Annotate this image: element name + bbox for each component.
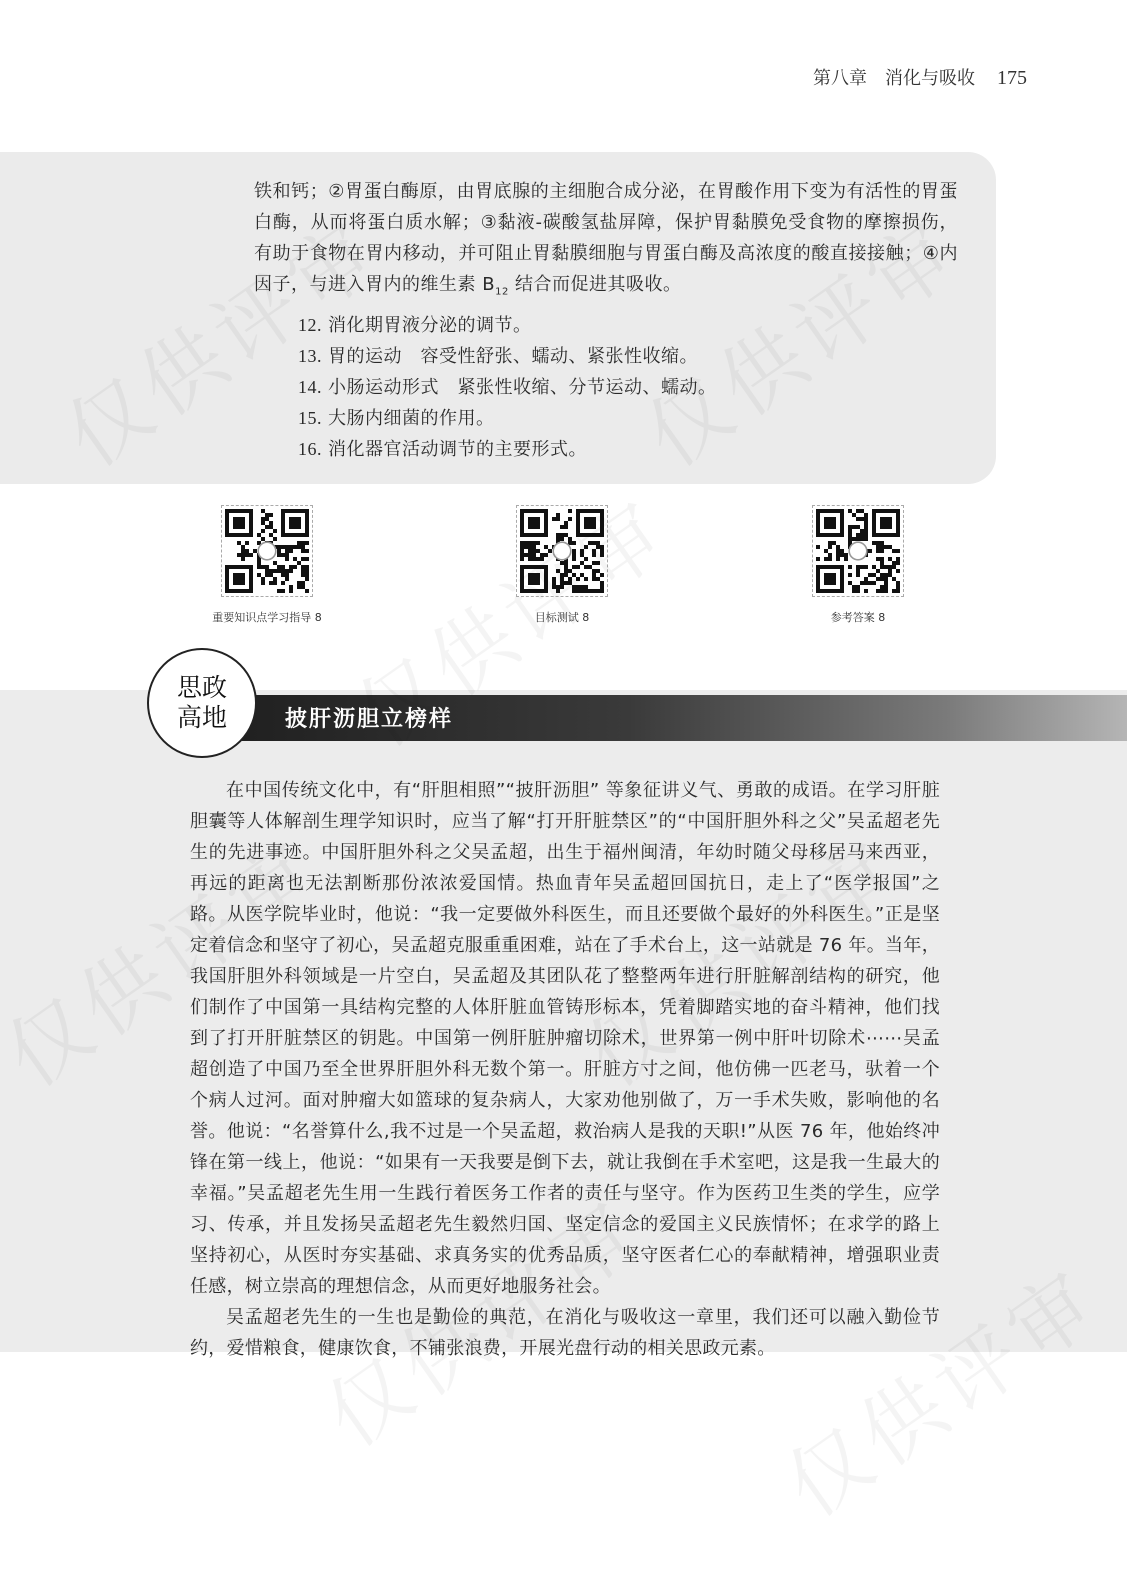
qr-caption: 目标测试 8 [534, 611, 590, 624]
qr-code-icon[interactable] [516, 505, 608, 597]
page-header [813, 64, 1027, 90]
list-item: 16. 消化器官活动调节的主要形式。 [298, 438, 587, 460]
list-item: 14. 小肠运动形式 紧张性收缩、分节运动、蠕动。 [298, 376, 717, 398]
qr-reference-answers[interactable] [768, 505, 948, 625]
ideology-paragraph: 在中国传统文化中，有“肝胆相照”“披肝沥胆” 等象征讲义气、勇敢的成语。在学习肝脏胆囊等人体解剖生理学知识时，应当了解“打开肝脏禁区”的“中国肝胆外科之父”吴孟超老先生的先进事迹。中国肝胆外科之父吴孟超，出生于福州闽清，年幼时随父母移居马来西亚，再远的距离也无法割断那份浓浓爱国情。热血青年吴孟超回国抗日，走上了“医学报国”之路。从医学院毕业时，他说：“我一定要做外科医生，而且还要做个最好的外科医生。”正是坚定着信念和坚守了初心，吴孟超克服重重困难，站在了手术台上，这一站就是 76 年。当年，我国肝胆外科领域是一片空白，吴孟超及其团队花了整整两年进行肝脏解剖结构的研究，他们制作了中国第一具结构完整的人体肝脏血管铸形标本，凭着脚踏实地的奋斗精神，他们找到了打开肝脏禁区的钥匙。中国第一例肝脏肿瘤切除术，世界第一例中肝叶切除术⋯⋯吴孟超创造了中国乃至全世界肝胆外科无数个第一。肝脏方寸之间，他仿佛一匹老马，驮着一个个病人过河。面对肿瘤大如篮球的复杂病人，大家劝他别做了，万一手术失败，影响他的名誉。他说：“名誉算什么,我不过是一个吴孟超，救治病人是我的天职!”从医 76 年，他始终冲锋在第一线上，他说：“如果有一天我要是倒下去，就让我倒在手术室吧，这是我一生最大的幸福。”吴孟超老先生用一生践行着医务工作者的责任与坚守。作为医药卫生类的学生，应学习、传承，并且发扬吴孟超老先生毅然归国、坚定信念的爱国主义民族情怀；在求学的路上坚持初心，从医时夯实基础、求真务实的优秀品质，坚守医者仁心的奉献精神，增强职业责任感，树立崇高的理想信念，从而更好地服务社会。 [190, 780, 940, 1297]
ideology-title: 披肝沥胆立榜样 [285, 707, 454, 732]
list-item: 12. 消化期胃液分泌的调节。 [298, 314, 532, 336]
review-summary-content [254, 176, 958, 465]
subscript-12: 12 [495, 286, 509, 298]
qr-caption: 参考答案 8 [830, 611, 886, 624]
qr-target-test[interactable] [472, 505, 652, 625]
badge-line: 高地 [176, 703, 227, 732]
qr-code-icon[interactable] [812, 505, 904, 597]
badge-line: 思政 [176, 673, 227, 702]
list-item: 13. 胃的运动 容受性舒张、蠕动、紧张性收缩。 [298, 345, 698, 367]
ideology-content [190, 775, 940, 1364]
qr-caption: 重要知识点学习指导 8 [212, 611, 322, 624]
qr-code-row [0, 505, 1127, 625]
list-item: 15. 大肠内细菌的作用。 [298, 407, 495, 429]
qr-code-icon[interactable] [221, 505, 313, 597]
page-number: 175 [997, 67, 1027, 89]
chapter-title: 第八章 消化与吸收 [813, 68, 975, 89]
ideology-badge [147, 648, 257, 758]
review-list [254, 310, 958, 465]
ideology-paragraph: 吴孟超老先生的一生也是勤俭的典范，在消化与吸收这一章里，我们还可以融入勤俭节约，爱惜粮食，健康饮食，不铺张浪费，开展光盘行动的相关思政元素。 [190, 1307, 940, 1359]
qr-study-guide[interactable] [177, 505, 357, 625]
review-paragraph: 铁和钙；②胃蛋白酶原，由胃底腺的主细胞合成分泌，在胃酸作用下变为有活性的胃蛋白酶，从而将蛋白质水解；③黏液-碳酸氢盐屏障，保护胃黏膜免受食物的摩擦损伤，有助于食物在胃内移动，并可阻止胃黏膜细胞与胃蛋白酶及高浓度的酸直接接触；④内因子，与进入胃内的维生素 $B_{12}$ 结合而促进其吸收。 [254, 181, 958, 298]
